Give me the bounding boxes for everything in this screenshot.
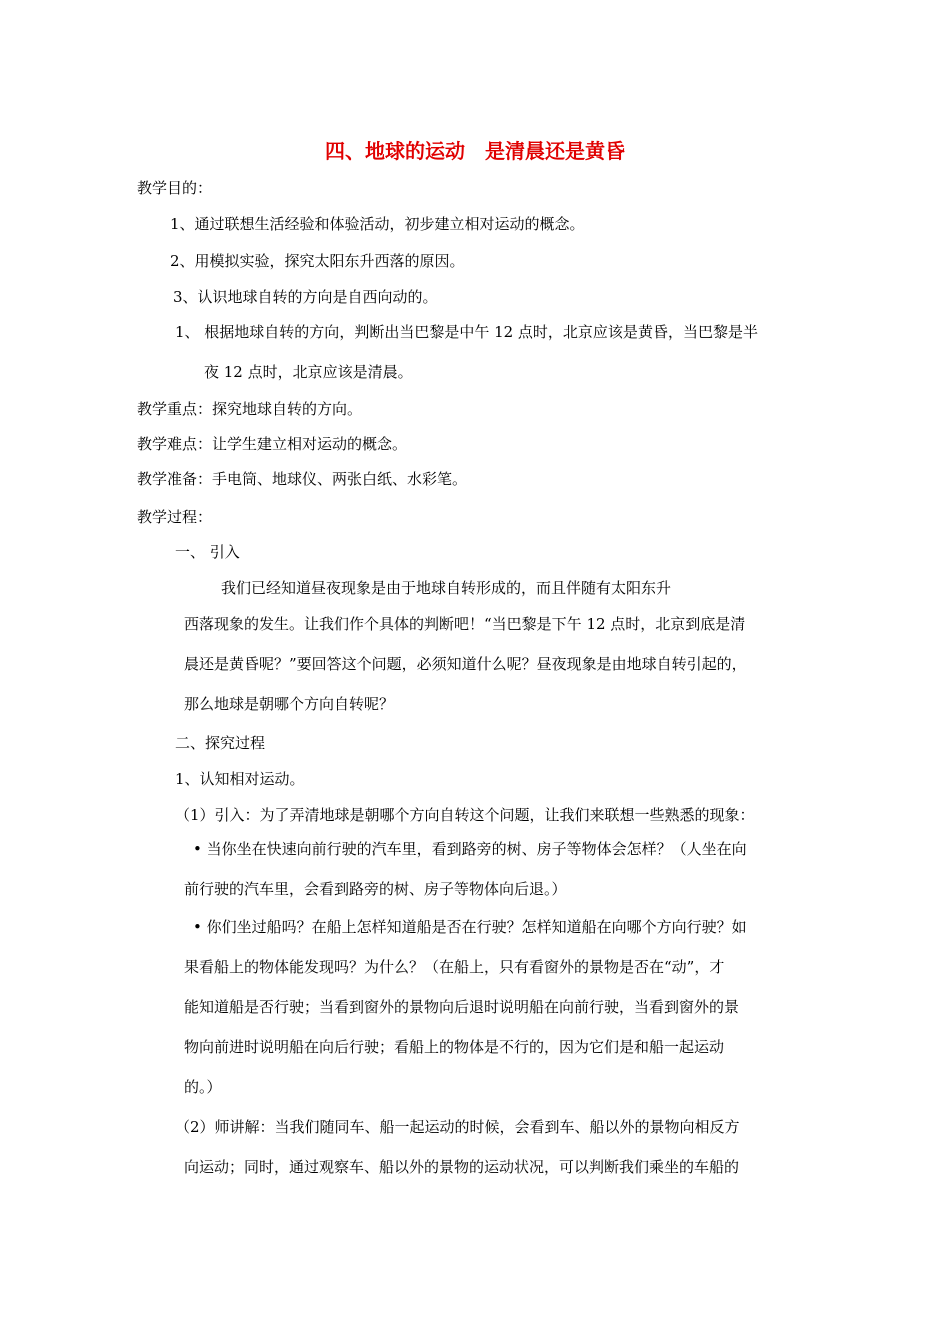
bullet-car-line-2: 前行驶的汽车里，会看到路旁的树、房子等物体向后退。） bbox=[184, 880, 567, 898]
heading-teaching-goals: 教学目的： bbox=[137, 179, 213, 197]
intro-paragraph-line-3: 晨还是黄昏呢？”要回答这个问题，必须知道什么呢？昼夜现象是由地球自转引起的， bbox=[184, 655, 747, 673]
bullet-boat-line-1: • 你们坐过船吗？在船上怎样知道船是否在行驶？怎样知道船在向哪个方向行驶？如 bbox=[193, 918, 747, 936]
subsection-relative-motion: 1、认知相对运动。 bbox=[175, 770, 305, 788]
bullet-boat-line-5: 的。） bbox=[184, 1078, 222, 1096]
document-title: 四、地球的运动 是清晨还是黄昏 bbox=[325, 139, 625, 163]
intro-paragraph-line-1: 我们已经知道昼夜现象是由于地球自转形成的，而且伴随有太阳东升 bbox=[221, 579, 672, 597]
bullet-boat-line-3: 能知道船是否行驶；当看到窗外的景物向后退时说明船在向前行驶，当看到窗外的景 bbox=[184, 998, 740, 1016]
bullet-boat-line-4: 物向前进时说明船在向后行驶；看船上的物体是不行的，因为它们是和船一起运动 bbox=[184, 1038, 725, 1056]
goal-item-4-line-1: 1、 根据地球自转的方向，判断出当巴黎是中午 12 点时，北京应该是黄昏，当巴黎是半 bbox=[175, 323, 758, 341]
preparation: 教学准备：手电筒、地球仪、两张白纸、水彩笔。 bbox=[137, 470, 468, 488]
step-2-line-2: 向运动；同时，通过观察车、船以外的景物的运动状况，可以判断我们乘坐的车船的 bbox=[184, 1158, 740, 1176]
section-explore-heading: 二、探究过程 bbox=[175, 734, 266, 752]
step-2-line-1: （2）师讲解：当我们随同车、船一起运动的时候，会看到车、船以外的景物向相反方 bbox=[175, 1118, 740, 1136]
step-1-intro: （1）引入：为了弄清地球是朝哪个方向自转这个问题，让我们来联想一些熟悉的现象： bbox=[175, 806, 755, 824]
key-point: 教学重点：探究地球自转的方向。 bbox=[137, 400, 363, 418]
difficult-point: 教学难点：让学生建立相对运动的概念。 bbox=[137, 435, 408, 453]
intro-paragraph-line-4: 那么地球是朝哪个方向自转呢？ bbox=[184, 695, 395, 713]
bullet-boat-line-2: 果看船上的物体能发现吗？为什么？（在船上，只有看窗外的景物是否在“动”，才 bbox=[184, 958, 725, 976]
heading-teaching-process: 教学过程： bbox=[137, 508, 213, 526]
goal-item-2: 2、用模拟实验，探究太阳东升西落的原因。 bbox=[170, 252, 465, 270]
goal-item-1: 1、通过联想生活经验和体验活动，初步建立相对运动的概念。 bbox=[170, 215, 585, 233]
bullet-car-line-1: • 当你坐在快速向前行驶的汽车里，看到路旁的树、房子等物体会怎样？（人坐在向 bbox=[193, 840, 747, 858]
goal-item-4-line-2: 夜 12 点时，北京应该是清晨。 bbox=[204, 363, 413, 381]
section-intro-heading: 一、 引入 bbox=[175, 543, 240, 561]
intro-paragraph-line-2: 西落现象的发生。让我们作个具体的判断吧！“当巴黎是下午 12 点时，北京到底是清 bbox=[184, 615, 746, 633]
goal-item-3: 3、认识地球自转的方向是自西向动的。 bbox=[173, 288, 438, 306]
